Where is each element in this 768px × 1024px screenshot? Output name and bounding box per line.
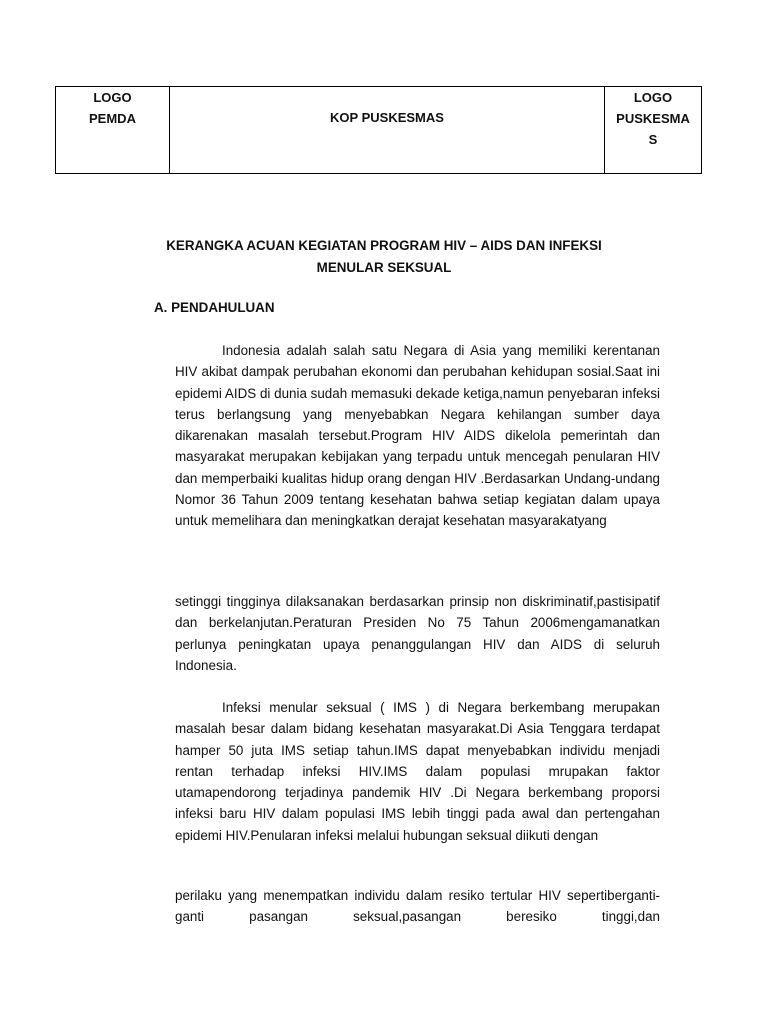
kop-puskesmas-cell (170, 87, 604, 173)
logo-puskesmas-line-2: PUSKESMA (616, 111, 690, 126)
letterhead-table (55, 86, 702, 174)
document-title-line-2: MENULAR SEKSUAL (316, 260, 452, 275)
document-title (100, 235, 668, 279)
paragraph-2: setinggi tingginya dilaksanakan berdasarkan prinsip non diskriminatif,pastisipatif dan berkelanjutan.Peraturan Presiden No 75 Tahun 2006mengamanatkan perlunya peningkatan upaya penanggulangan HIV dan AIDS di seluruh Indonesia. (175, 594, 660, 673)
logo-puskesmas-cell (604, 87, 701, 173)
logo-puskesmas-line-3: S (648, 132, 658, 147)
paragraph-1: Indonesia adalah salah satu Negara di Asia yang memiliki kerentanan HIV akibat dampak perubahan ekonomi dan perubahan kehidupan sosial.Saat ini epidemi AIDS di dunia sudah memasuki dekade ketiga,namun penyebaran infeksi terus berlangsung yang menyebabkan Negara kehilangan sumber daya dikarenakan masalah tersebut.Program HIV AIDS dikelola pemerintah dan masyarakat merupakan kebijakan yang terpadu untuk mencegah penularan HIV dan memperbaiki kualitas hidup orang dengan HIV .Berdasarkan Undang-undang Nomor 36 Tahun 2009 tentang kesehatan bahwa setiap kegiatan dalam upaya untuk memelihara dan meningkatkan derajat kesehatan masyarakatyang (175, 343, 660, 529)
section-heading: A. PENDAHULUAN (154, 300, 275, 315)
paragraph-3: Infeksi menular seksual ( IMS ) di Negara berkembang merupakan masalah besar dalam bidang kesehatan masyarakat.Di Asia Tenggara terdapat hamper 50 juta IMS setiap tahun.IMS dapat menyebabkan individu menjadi rentan terhadap infeksi HIV.IMS dalam populasi mrupakan faktor utamapendorong terjadinya pandemik HIV .Di Negara berkembang proporsi infeksi baru HIV dalam populasi IMS lebih tinggi pada awal dan pertengahan epidemi HIV.Penularan infeksi melalui hubungan seksual diikuti dengan (175, 700, 660, 843)
logo-pemda-line-2: PEMDA (89, 111, 136, 126)
kop-puskesmas-label: KOP PUSKESMAS (330, 110, 444, 125)
logo-pemda-cell (56, 87, 170, 173)
logo-puskesmas-line-1: LOGO (633, 90, 673, 105)
paragraph-4: perilaku yang menempatkan individu dalam resiko tertular HIV sepertiberganti-ganti pasangan seksual,pasangan beresiko tinggi,dan (175, 888, 660, 925)
logo-pemda-line-1: LOGO (93, 90, 132, 105)
document-title-line-1: KERANGKA ACUAN KEGIATAN PROGRAM HIV – AIDS DAN INFEKSI (166, 238, 602, 253)
